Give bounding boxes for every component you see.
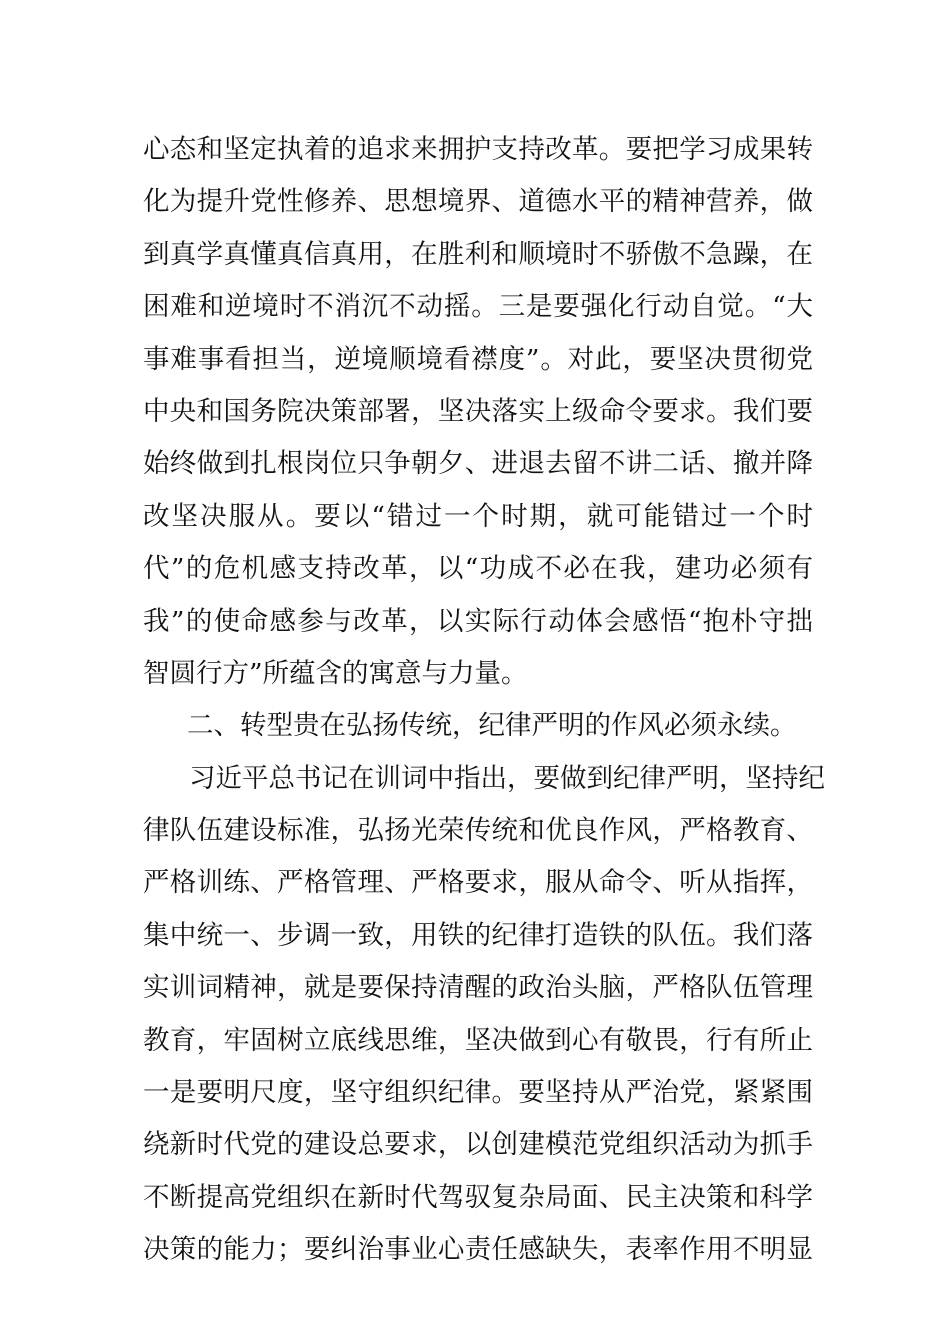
text-line: 代”的危机感支持改革，以“功成不必在我，建功必须有 — [143, 553, 813, 585]
text-line: 事难事看担当，逆境顺境看襟度”。对此，要坚决贯彻党 — [143, 343, 813, 375]
text-line: 一是要明尺度，坚守组织纪律。要坚持从严治党，紧紧围 — [143, 1077, 813, 1109]
text-line: 始终做到扎根岗位只争朝夕、进退去留不讲二话、撤并降 — [143, 448, 813, 480]
text-line: 教育，牢固树立底线思维，坚决做到心有敬畏，行有所止 — [143, 1024, 813, 1056]
text-line: 心态和坚定执着的追求来拥护支持改革。要把学习成果转 — [143, 134, 813, 165]
body-text — [143, 124, 825, 1277]
text-line: 我”的使命感参与改革，以实际行动体会感悟“抱朴守拙 — [143, 605, 813, 637]
text-line: 困难和逆境时不消沉不动摇。三是要强化行动自觉。“大 — [143, 291, 813, 323]
text-line: 律队伍建设标准，弘扬光荣传统和优良作风，严格教育、 — [143, 815, 813, 847]
section-heading: 二、转型贵在弘扬传统，纪律严明的作风必须永续。 — [187, 710, 797, 742]
paragraph-end-line: 智圆行方”所蕴含的寓意与力量。 — [143, 657, 528, 689]
text-line: 到真学真懂真信真用，在胜利和顺境时不骄傲不急躁，在 — [143, 238, 813, 270]
paragraph-start-line: 习近平总书记在训词中指出，要做到纪律严明，坚持纪 — [189, 762, 825, 794]
text-line: 改坚决服从。要以“错过一个时期，就可能错过一个时 — [143, 500, 813, 532]
text-line: 决策的能力；要纠治事业心责任感缺失，表率作用不明显 — [143, 1234, 813, 1266]
text-line: 严格训练、严格管理、严格要求，服从命令、听从指挥， — [143, 867, 813, 899]
text-line: 不断提高党组织在新时代驾驭复杂局面、民主决策和科学 — [143, 1181, 813, 1213]
text-line: 中央和国务院决策部署，坚决落实上级命令要求。我们要 — [143, 395, 813, 427]
text-line: 化为提升党性修养、思想境界、道德水平的精神营养，做 — [143, 186, 813, 218]
text-line: 绕新时代党的建设总要求，以创建模范党组织活动为抓手 — [143, 1129, 813, 1161]
text-line: 集中统一、步调一致，用铁的纪律打造铁的队伍。我们落 — [143, 919, 813, 951]
text-line: 实训词精神，就是要保持清醒的政治头脑，严格队伍管理 — [143, 972, 813, 1004]
